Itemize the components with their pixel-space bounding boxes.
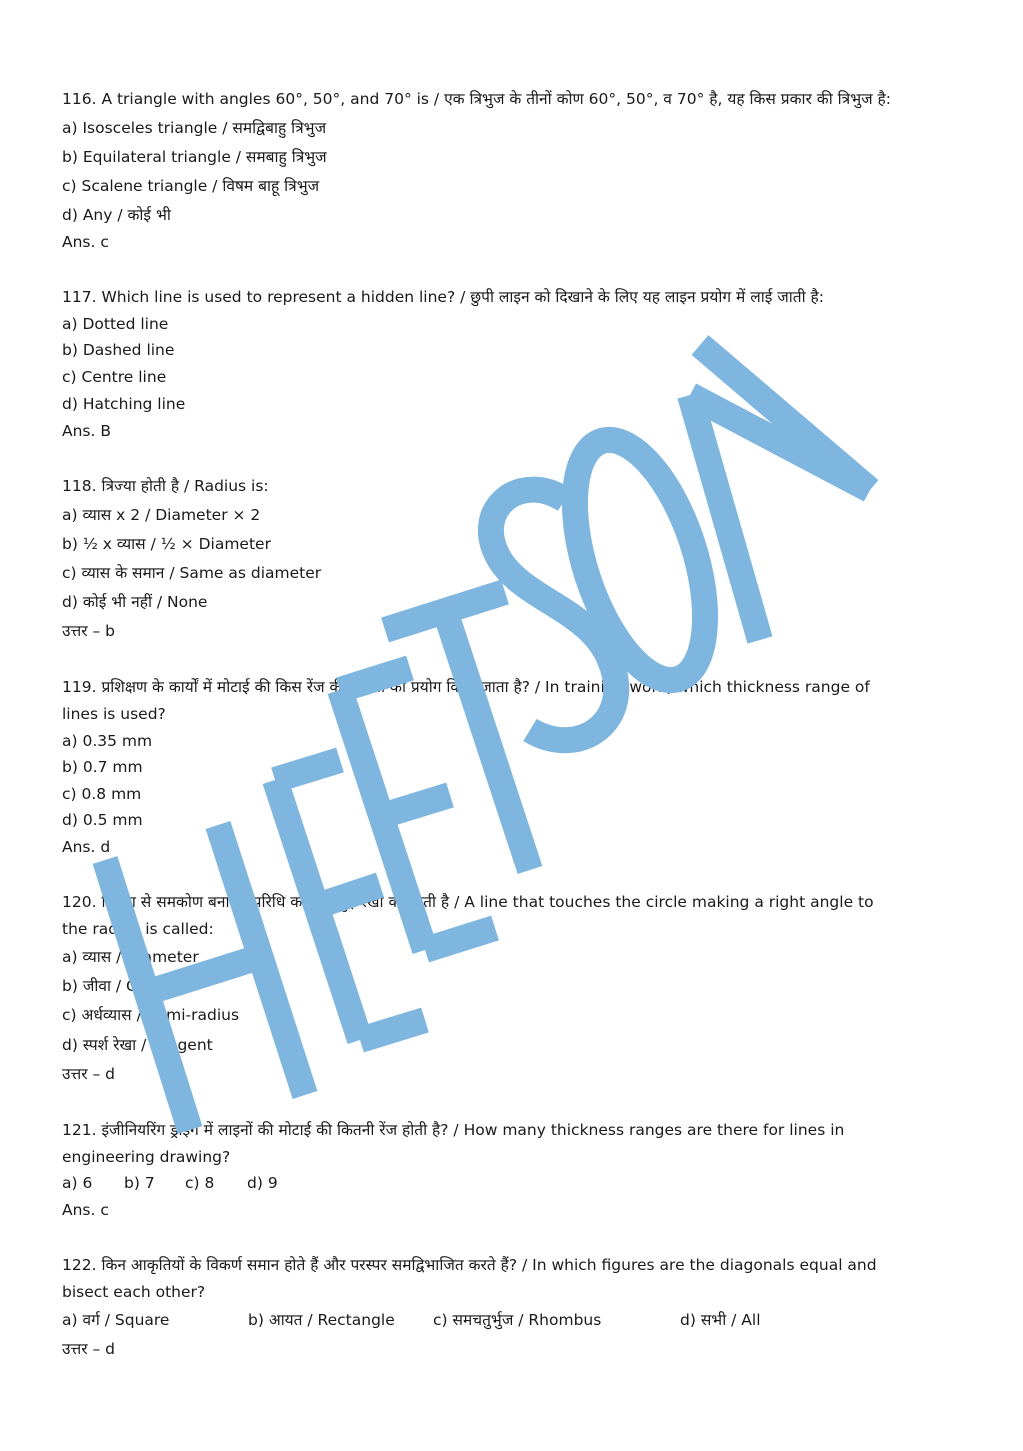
option-120-a: a) व्यास / Diameter <box>62 948 199 966</box>
question-116: 116. A triangle with angles 60°, 50°, and 70° is / एक त्रिभुज के तीनों कोण 60°, 50°, व 70° है, यह किस प्रकार की त्रिभुज है: <box>62 90 892 108</box>
option-120-c: c) अर्धव्यास / Semi-radius <box>62 1006 240 1024</box>
option-120-b: b) जीवा / Chord <box>62 977 173 995</box>
option-117-d: d) Hatching line <box>62 395 186 413</box>
answer-117: Ans. B <box>62 422 111 440</box>
option-116-b: b) Equilateral triangle / समबाहु त्रिभुज <box>62 148 327 166</box>
option-122-d: d) सभी / All <box>680 1311 761 1329</box>
question-117: 117. Which line is used to represent a hidden line? / छुपी लाइन को दिखाने के लिए यह लाइन प्रयोग में लाई जाती है: <box>62 288 825 306</box>
option-121-c: c) 8 <box>185 1174 215 1192</box>
option-122-b: b) आयत / Rectangle <box>248 1311 395 1329</box>
answer-119: Ans. d <box>62 838 111 856</box>
option-118-a: a) व्यास x 2 / Diameter × 2 <box>62 506 261 524</box>
answer-116: Ans. c <box>62 233 109 251</box>
option-119-c: c) 0.8 mm <box>62 785 142 803</box>
option-119-d: d) 0.5 mm <box>62 811 143 829</box>
question-119-line-2: lines is used? <box>62 705 166 723</box>
option-121-a: a) 6 <box>62 1174 93 1192</box>
option-118-b: b) ½ x व्यास / ½ × Diameter <box>62 535 271 553</box>
option-121-d: d) 9 <box>247 1174 278 1192</box>
option-118-d: d) कोई भी नहीं / None <box>62 593 208 611</box>
answer-118: उत्तर – b <box>62 622 115 640</box>
answer-121: Ans. c <box>62 1201 109 1219</box>
option-117-c: c) Centre line <box>62 368 167 386</box>
option-119-a: a) 0.35 mm <box>62 732 153 750</box>
option-116-d: d) Any / कोई भी <box>62 206 171 224</box>
question-121-line-2: engineering drawing? <box>62 1148 231 1166</box>
answer-120: उत्तर – d <box>62 1065 115 1083</box>
question-118: 118. त्रिज्या होती है / Radius is: <box>62 477 269 495</box>
option-117-a: a) Dotted line <box>62 315 169 333</box>
question-120-line-2: the radius is called: <box>62 920 214 938</box>
option-122-a: a) वर्ग / Square <box>62 1311 170 1329</box>
question-122-line-2: bisect each other? <box>62 1283 206 1301</box>
answer-122: उत्तर – d <box>62 1340 115 1358</box>
question-119-line-1: 119. प्रशिक्षण के कार्यों में मोटाई की किस रेंज की लाइनों का प्रयोग किया जाता है? / In training work, which thickness range of <box>62 678 870 696</box>
option-122-c: c) समचतुर्भुज / Rhombus <box>433 1311 602 1329</box>
option-117-b: b) Dashed line <box>62 341 175 359</box>
options-122 <box>62 1310 962 1330</box>
option-116-c: c) Scalene triangle / विषम बाहू त्रिभुज <box>62 177 320 195</box>
option-119-b: b) 0.7 mm <box>62 758 143 776</box>
question-121-line-1: 121. इंजीनियरिंग ड्राइंग में लाइनों की मोटाई की कितनी रेंज होती है? / How many thickness ranges are there for lines in <box>62 1121 845 1139</box>
question-120-line-1: 120. त्रिज्या से समकोण बनाकर परिधि को छूती हुई रेखा कहलाती है / A line that touches the circle making a right angle to <box>62 893 874 911</box>
option-116-a: a) Isosceles triangle / समद्विबाहु त्रिभुज <box>62 119 327 137</box>
question-122-line-1: 122. किन आकृतियों के विकर्ण समान होते हैं और परस्पर समद्विभाजित करते हैं? / In which figures are the diagonals equal and <box>62 1256 877 1274</box>
option-118-c: c) व्यास के समान / Same as diameter <box>62 564 322 582</box>
option-120-d: d) स्पर्श रेखा / Tangent <box>62 1036 213 1054</box>
options-121 <box>62 1173 962 1193</box>
option-121-b: b) 7 <box>124 1174 155 1192</box>
